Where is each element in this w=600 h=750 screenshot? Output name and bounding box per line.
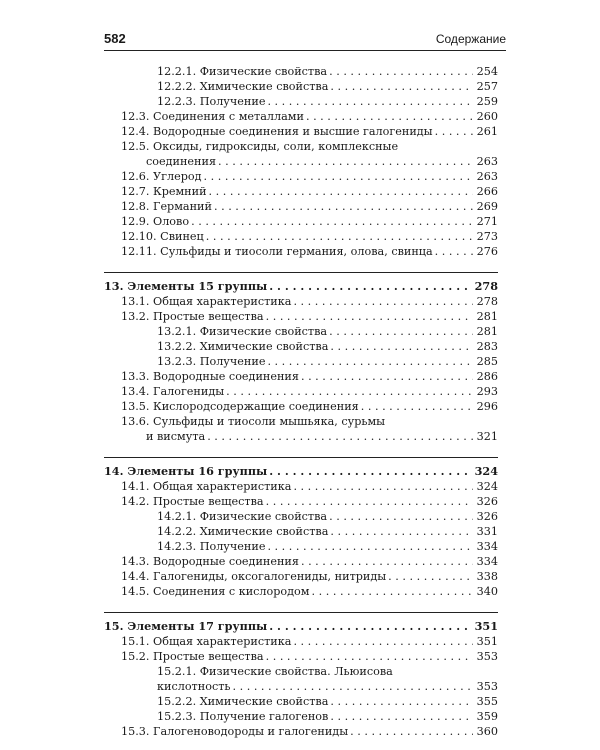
toc-entry [104, 664, 498, 694]
toc-entry [104, 414, 498, 444]
toc-entry-number: 13.5. [121, 400, 150, 413]
toc-entry-title: Простые вещества [153, 310, 264, 323]
table-of-contents [104, 64, 498, 739]
toc-entry-number: 13.2. [121, 310, 150, 323]
toc-entry [104, 399, 498, 414]
toc-entry-title: Физические свойства [199, 510, 328, 523]
toc-entry-line [121, 214, 498, 229]
toc-entry-line [121, 634, 498, 649]
toc-entry-title: Получение [199, 355, 266, 368]
toc-entry-line [121, 649, 498, 664]
chapter-heading [104, 464, 498, 479]
leader-dots [301, 554, 473, 569]
toc-entry-last-line [121, 429, 498, 444]
toc-entry-page: 353 [476, 650, 498, 663]
toc-entry-number: 14.4. [121, 570, 150, 583]
leader-dots [330, 694, 473, 709]
leader-dots [267, 354, 473, 369]
toc-entry-first-line [121, 139, 498, 154]
toc-entry-label [121, 384, 226, 399]
toc-entry-line [121, 569, 498, 584]
toc-entry-line [121, 384, 498, 399]
toc-entry-label [157, 64, 329, 79]
toc-entry-label [121, 169, 204, 184]
leader-dots [206, 229, 473, 244]
toc-entry [104, 369, 498, 384]
toc-entry-page: 263 [476, 170, 498, 183]
toc-entry-number: 12.2.3. [157, 95, 197, 108]
toc-entry-line [157, 64, 498, 79]
toc-entry-page: 278 [476, 295, 498, 308]
toc-entry [104, 584, 498, 599]
toc-entry-title: Физические свойства [199, 65, 328, 78]
toc-entry-line [121, 309, 498, 324]
leader-dots [266, 494, 473, 509]
toc-entry-title-cont: и висмута [146, 430, 206, 443]
toc-entry-page: 259 [476, 95, 498, 108]
toc-entry-line [121, 169, 498, 184]
leader-dots [267, 94, 473, 109]
toc-entry-title: Галогениды [153, 385, 225, 398]
toc-entry-label [157, 709, 330, 724]
toc-entry-label [121, 569, 388, 584]
toc-entry-last-line [157, 679, 498, 694]
leader-dots [293, 634, 473, 649]
leader-dots [330, 79, 473, 94]
toc-entry-title: Сульфиды и тиосоли германия, олова, свинца [160, 245, 433, 258]
toc-entry [104, 539, 498, 554]
toc-entry-page: 334 [476, 555, 498, 568]
toc-entry-title: Олово [153, 215, 190, 228]
toc-entry-title: Галогеноводороды и галогениды [153, 725, 349, 738]
toc-entry-title: Физические свойства. Льюисова [199, 665, 393, 678]
toc-entry-number: 14.5. [121, 585, 150, 598]
toc-entry-number: 12.2.1. [157, 65, 197, 78]
toc-entry-line [157, 509, 498, 524]
toc-entry [104, 139, 498, 169]
toc-entry-number: 15.3. [121, 725, 150, 738]
toc-entry-number: 14.2.2. [157, 525, 197, 538]
toc-entry-first-line [157, 664, 498, 679]
toc-entry-title: Водородные соединения и высшие галогениды [153, 125, 433, 138]
toc-entry-number: 14.2.3. [157, 540, 197, 553]
toc-entry-title: Свинец [160, 230, 204, 243]
leader-dots [388, 569, 473, 584]
leader-dots [330, 524, 473, 539]
toc-entry-page: 269 [476, 200, 498, 213]
toc-entry [104, 569, 498, 584]
section-gap [104, 599, 498, 612]
leader-dots [269, 619, 471, 634]
toc-entry [104, 324, 498, 339]
toc-entry-title: Водородные соединения [153, 370, 299, 383]
chapter-title: 15. Элементы 17 группы [104, 619, 268, 633]
toc-entry-label [121, 634, 293, 649]
toc-entry [104, 229, 498, 244]
toc-entry-title: Общая характеристика [153, 480, 292, 493]
toc-entry-page: 353 [476, 680, 498, 693]
toc-entry-label [157, 694, 330, 709]
toc-entry [104, 109, 498, 124]
toc-entry-title: Соединения с металлами [153, 110, 304, 123]
toc-entry-title: Получение [199, 540, 266, 553]
toc-entry [104, 124, 498, 139]
toc-entry-number: 12.4. [121, 125, 150, 138]
toc-entry-number: 12.11. [121, 245, 157, 258]
toc-entry-page: 260 [476, 110, 498, 123]
toc-entry-page: 326 [476, 510, 498, 523]
toc-entry-number: 13.1. [121, 295, 150, 308]
toc-entry-page: 331 [476, 525, 498, 538]
toc-entry-line [157, 79, 498, 94]
section-gap [104, 259, 498, 272]
chapter-line [104, 619, 498, 634]
toc-entry-title: Химические свойства [199, 525, 329, 538]
toc-entry-page: 324 [476, 480, 498, 493]
toc-entry-line [157, 354, 498, 369]
toc-entry [104, 169, 498, 184]
toc-entry-label [121, 184, 209, 199]
toc-entry-title: Углерод [153, 170, 202, 183]
toc-entry-label [157, 524, 330, 539]
leader-dots [330, 339, 473, 354]
toc-entry-label [121, 124, 435, 139]
toc-entry-line [157, 339, 498, 354]
toc-entry-label [121, 199, 214, 214]
toc-entry-number: 15.2. [121, 650, 150, 663]
running-title: Содержание [435, 32, 506, 46]
toc-entry-line [121, 584, 498, 599]
toc-entry-number: 13.2.1. [157, 325, 197, 338]
section-rule [104, 612, 498, 613]
toc-entry [104, 724, 498, 739]
leader-dots [266, 309, 473, 324]
toc-entry-title: Общая характеристика [153, 635, 292, 648]
leader-dots [435, 244, 473, 259]
chapter-line [104, 279, 498, 294]
leader-dots [226, 384, 473, 399]
toc-entry-label [121, 724, 350, 739]
chapter-page: 324 [474, 464, 498, 478]
toc-entry-page: 283 [476, 340, 498, 353]
leader-dots [293, 479, 473, 494]
leader-dots [207, 429, 473, 444]
toc-entry-number: 13.4. [121, 385, 150, 398]
page-number: 582 [104, 31, 126, 46]
toc-entry-number: 12.7. [121, 185, 150, 198]
toc-entry [104, 709, 498, 724]
toc-entry-title-cont: соединения [146, 155, 217, 168]
toc-entry-label [121, 244, 435, 259]
toc-entry-number: 15.2.2. [157, 695, 197, 708]
toc-entry-title: Общая характеристика [153, 295, 292, 308]
toc-entry [104, 694, 498, 709]
toc-entry-label [121, 109, 306, 124]
toc-entry-label [121, 584, 312, 599]
toc-entry-title: Соединения с кислородом [153, 585, 310, 598]
toc-entry-line [121, 229, 498, 244]
toc-entry-line [157, 524, 498, 539]
toc-entry-label [121, 294, 293, 309]
toc-entry-line [121, 494, 498, 509]
toc-entry-line [157, 709, 498, 724]
toc-entry [104, 339, 498, 354]
toc-entry-label [157, 324, 329, 339]
leader-dots [191, 214, 473, 229]
toc-entry-line [121, 199, 498, 214]
toc-entry-page: 261 [476, 125, 498, 138]
toc-entry-page: 355 [476, 695, 498, 708]
toc-entry-title: Физические свойства [199, 325, 328, 338]
toc-entry-number: 12.9. [121, 215, 150, 228]
toc-entry-line [121, 399, 498, 414]
toc-entry-number: 15.2.3. [157, 710, 197, 723]
toc-entry-page: 293 [476, 385, 498, 398]
toc-entry-label [121, 214, 191, 229]
toc-entry [104, 309, 498, 324]
toc-entry-title: Германий [153, 200, 212, 213]
toc-entry-title: Химические свойства [199, 695, 329, 708]
toc-entry-page: 273 [476, 230, 498, 243]
leader-dots [312, 584, 474, 599]
toc-entry-page: 351 [476, 635, 498, 648]
section-gap [104, 444, 498, 457]
leader-dots [266, 649, 473, 664]
page-header [104, 30, 506, 51]
toc-entry-line [121, 369, 498, 384]
toc-entry-page: 266 [476, 185, 498, 198]
toc-entry-line [121, 554, 498, 569]
chapter-page: 278 [474, 279, 498, 293]
toc-entry-page: 286 [476, 370, 498, 383]
toc-entry [104, 79, 498, 94]
leader-dots [267, 539, 473, 554]
section-rule [104, 457, 498, 458]
leader-dots [306, 109, 473, 124]
toc-entry-page: 326 [476, 495, 498, 508]
toc-entry-line [121, 124, 498, 139]
toc-entry-line [121, 184, 498, 199]
toc-entry-title: Химические свойства [199, 80, 329, 93]
leader-dots [329, 509, 473, 524]
toc-entry-number: 12.6. [121, 170, 150, 183]
toc-entry-number: 12.8. [121, 200, 150, 213]
toc-entry-number: 12.10. [121, 230, 157, 243]
toc-entry-number: 13.3. [121, 370, 150, 383]
toc-entry-number: 12.5. [121, 140, 150, 153]
toc-entry-title: Кремний [153, 185, 207, 198]
toc-entry [104, 244, 498, 259]
section-rule [104, 272, 498, 273]
toc-entry-label [157, 94, 267, 109]
toc-entry-page: 321 [476, 430, 498, 443]
leader-dots [435, 124, 473, 139]
toc-entry-number: 13.6. [121, 415, 150, 428]
toc-entry-label [157, 509, 329, 524]
toc-entry-line [121, 294, 498, 309]
toc-entry-page: 360 [476, 725, 498, 738]
toc-entry-page: 281 [476, 325, 498, 338]
toc-entry-number: 14.2.1. [157, 510, 197, 523]
toc-entry [104, 554, 498, 569]
toc-entry-page: 334 [476, 540, 498, 553]
chapter-heading [104, 279, 498, 294]
toc-entry-number: 15.2.1. [157, 665, 197, 678]
toc-entry-label [121, 479, 293, 494]
toc-entry-line [157, 539, 498, 554]
toc-entry-page: 296 [476, 400, 498, 413]
toc-entry [104, 184, 498, 199]
leader-dots [269, 464, 471, 479]
leader-dots [209, 184, 473, 199]
toc-entry [104, 214, 498, 229]
leader-dots [361, 399, 473, 414]
toc-entry-last-line [121, 154, 498, 169]
leader-dots [350, 724, 473, 739]
toc-entry [104, 94, 498, 109]
toc-entry-page: 340 [476, 585, 498, 598]
toc-entry-label [157, 79, 330, 94]
toc-entry-line [121, 724, 498, 739]
toc-entry [104, 479, 498, 494]
toc-entry-line [157, 94, 498, 109]
toc-entry-number: 14.3. [121, 555, 150, 568]
toc-entry-label [121, 229, 206, 244]
toc-entry-line [121, 109, 498, 124]
leader-dots [218, 154, 473, 169]
toc-entry-line [121, 479, 498, 494]
toc-entry-page: 257 [476, 80, 498, 93]
toc-entry [104, 384, 498, 399]
leader-dots [329, 64, 473, 79]
chapter-heading [104, 619, 498, 634]
toc-entry-page: 338 [476, 570, 498, 583]
leader-dots [301, 369, 473, 384]
toc-entry-page: 359 [476, 710, 498, 723]
toc-entry-title: Простые вещества [153, 495, 264, 508]
toc-entry-page: 263 [476, 155, 498, 168]
toc-entry-number: 13.2.3. [157, 355, 197, 368]
toc-entry-line [157, 324, 498, 339]
chapter-title: 14. Элементы 16 группы [104, 464, 268, 478]
toc-entry-number: 14.2. [121, 495, 150, 508]
toc-entry-label [121, 369, 301, 384]
toc-entry-title: Сульфиды и тиосоли мышьяка, сурьмы [153, 415, 386, 428]
leader-dots [232, 679, 473, 694]
toc-entry-page: 271 [476, 215, 498, 228]
toc-entry [104, 509, 498, 524]
toc-entry [104, 199, 498, 214]
leader-dots [329, 324, 473, 339]
toc-entry-title: Кислородсодержащие соединения [153, 400, 359, 413]
toc-entry-label [121, 649, 266, 664]
toc-entry-page: 254 [476, 65, 498, 78]
toc-entry-title: Водородные соединения [153, 555, 299, 568]
toc-entry-label [157, 339, 330, 354]
toc-entry-first-line [121, 414, 498, 429]
toc-entry-title: Получение [199, 95, 266, 108]
toc-entry-number: 13.2.2. [157, 340, 197, 353]
chapter-line [104, 464, 498, 479]
toc-entry-number: 12.3. [121, 110, 150, 123]
toc-entry [104, 634, 498, 649]
toc-entry-number: 15.1. [121, 635, 150, 648]
toc-entry-title: Получение галогенов [199, 710, 329, 723]
toc-entry-label [121, 399, 361, 414]
toc-entry [104, 494, 498, 509]
chapter-page: 351 [474, 619, 498, 633]
toc-entry-line [121, 244, 498, 259]
toc-entry-number: 14.1. [121, 480, 150, 493]
toc-entry-title: Простые вещества [153, 650, 264, 663]
toc-entry-title: Химические свойства [199, 340, 329, 353]
leader-dots [269, 279, 471, 294]
toc-entry [104, 64, 498, 79]
chapter-title: 13. Элементы 15 группы [104, 279, 268, 293]
toc-entry-page: 276 [476, 245, 498, 258]
toc-entry-line [157, 694, 498, 709]
toc-entry-title: Оксиды, гидроксиды, соли, комплексные [153, 140, 399, 153]
toc-entry-number: 12.2.2. [157, 80, 197, 93]
toc-entry-label [121, 554, 301, 569]
leader-dots [204, 169, 474, 184]
leader-dots [214, 199, 473, 214]
toc-entry [104, 649, 498, 664]
toc-entry-label [157, 354, 267, 369]
toc-entry-label [157, 539, 267, 554]
toc-entry [104, 524, 498, 539]
toc-entry-label [121, 494, 266, 509]
toc-entry-page: 281 [476, 310, 498, 323]
toc-entry-label [121, 309, 266, 324]
toc-entry [104, 294, 498, 309]
toc-entry-title: Галогениды, оксогалогениды, нитриды [153, 570, 387, 583]
leader-dots [293, 294, 473, 309]
toc-entry [104, 354, 498, 369]
leader-dots [330, 709, 473, 724]
toc-entry-page: 285 [476, 355, 498, 368]
toc-entry-title-cont: кислотность [157, 680, 231, 693]
